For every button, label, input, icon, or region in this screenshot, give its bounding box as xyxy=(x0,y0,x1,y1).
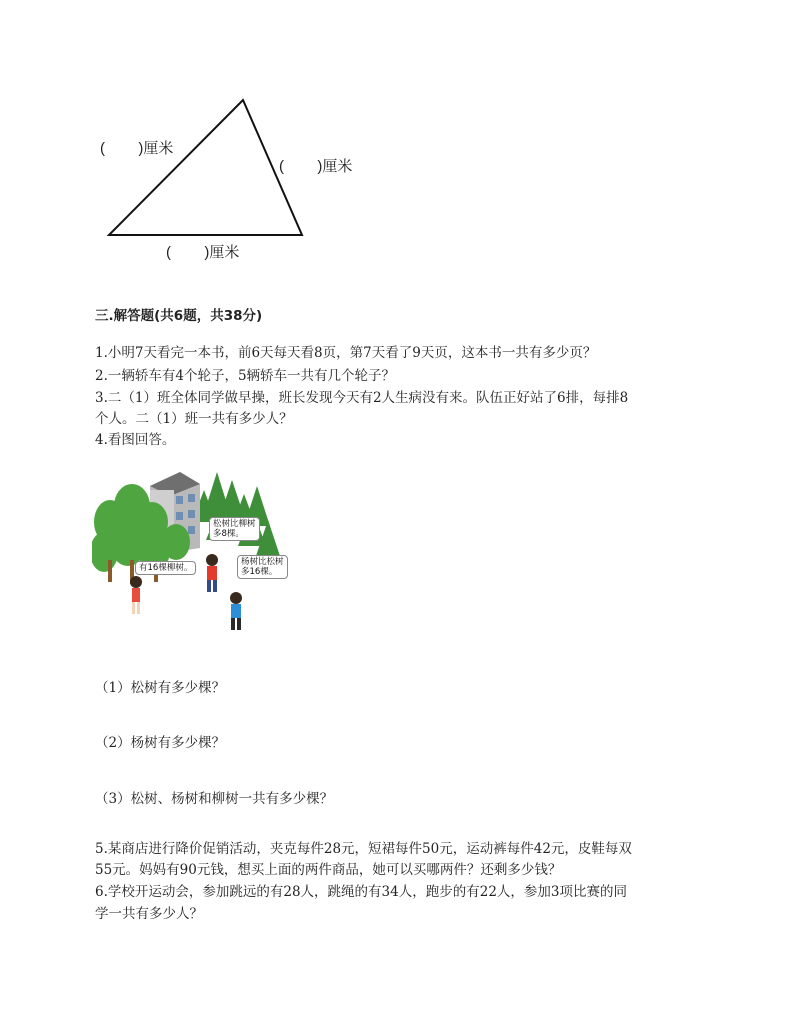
question-2: 2.一辆轿车有4个轮子，5辆轿车一共有几个轮子？ xyxy=(95,368,396,384)
question-3-line-1: 3.二（1）班全体同学做早操，班长发现今天有2人生病没有来。队伍正好站了6排，每排8 xyxy=(95,390,629,406)
question-4: 4.看图回答。 xyxy=(95,432,176,448)
question-6-line-2: 学一共有多少人？ xyxy=(95,906,203,922)
trees-illustration xyxy=(92,460,282,640)
question-5-line-2: 55元。妈妈有90元钱，想买上面的两件商品，她可以买哪两件？还剩多少钱？ xyxy=(95,862,562,878)
boy-figure-1 xyxy=(206,554,218,592)
sub-question-1: （1）松树有多少棵？ xyxy=(95,680,226,696)
triangle-bottom-side-label: ( )厘米 xyxy=(166,244,240,261)
pine-trees xyxy=(192,472,280,556)
triangle-right-side-label: ( )厘米 xyxy=(279,158,353,175)
sub-question-2: （2）杨树有多少棵？ xyxy=(95,735,226,751)
triangle-left-side-label: ( )厘米 xyxy=(100,140,174,157)
triangle-figure xyxy=(0,0,400,270)
triangle-shape xyxy=(109,100,302,235)
boy-figure-2 xyxy=(230,592,242,630)
question-6-line-1: 6.学校开运动会，参加跳远的有28人，跳绳的有34人，跑步的有22人，参加3项比赛的同 xyxy=(95,884,628,900)
section-title: 三.解答题(共6题，共38分) xyxy=(95,308,263,324)
speech-bubble-boy-2: 杨树比松树 多16棵。 xyxy=(237,555,288,579)
sub-question-3: （3）松树、杨树和柳树一共有多少棵？ xyxy=(95,791,334,807)
girl-figure xyxy=(130,576,142,614)
speech-bubble-girl: 有16棵柳树。 xyxy=(135,561,196,575)
question-5-line-1: 5.某商店进行降价促销活动，夹克每件28元，短裙每件50元，运动裤每件42元，皮鞋每双 xyxy=(95,841,632,857)
question-1: 1.小明7天看完一本书，前6天每天看8页，第7天看了9天页，这本书一共有多少页？ xyxy=(95,345,597,361)
question-3-line-2: 个人。二（1）班一共有多少人？ xyxy=(95,411,293,427)
speech-bubble-boy-1: 松树比柳树 多8棵。 xyxy=(209,517,260,541)
